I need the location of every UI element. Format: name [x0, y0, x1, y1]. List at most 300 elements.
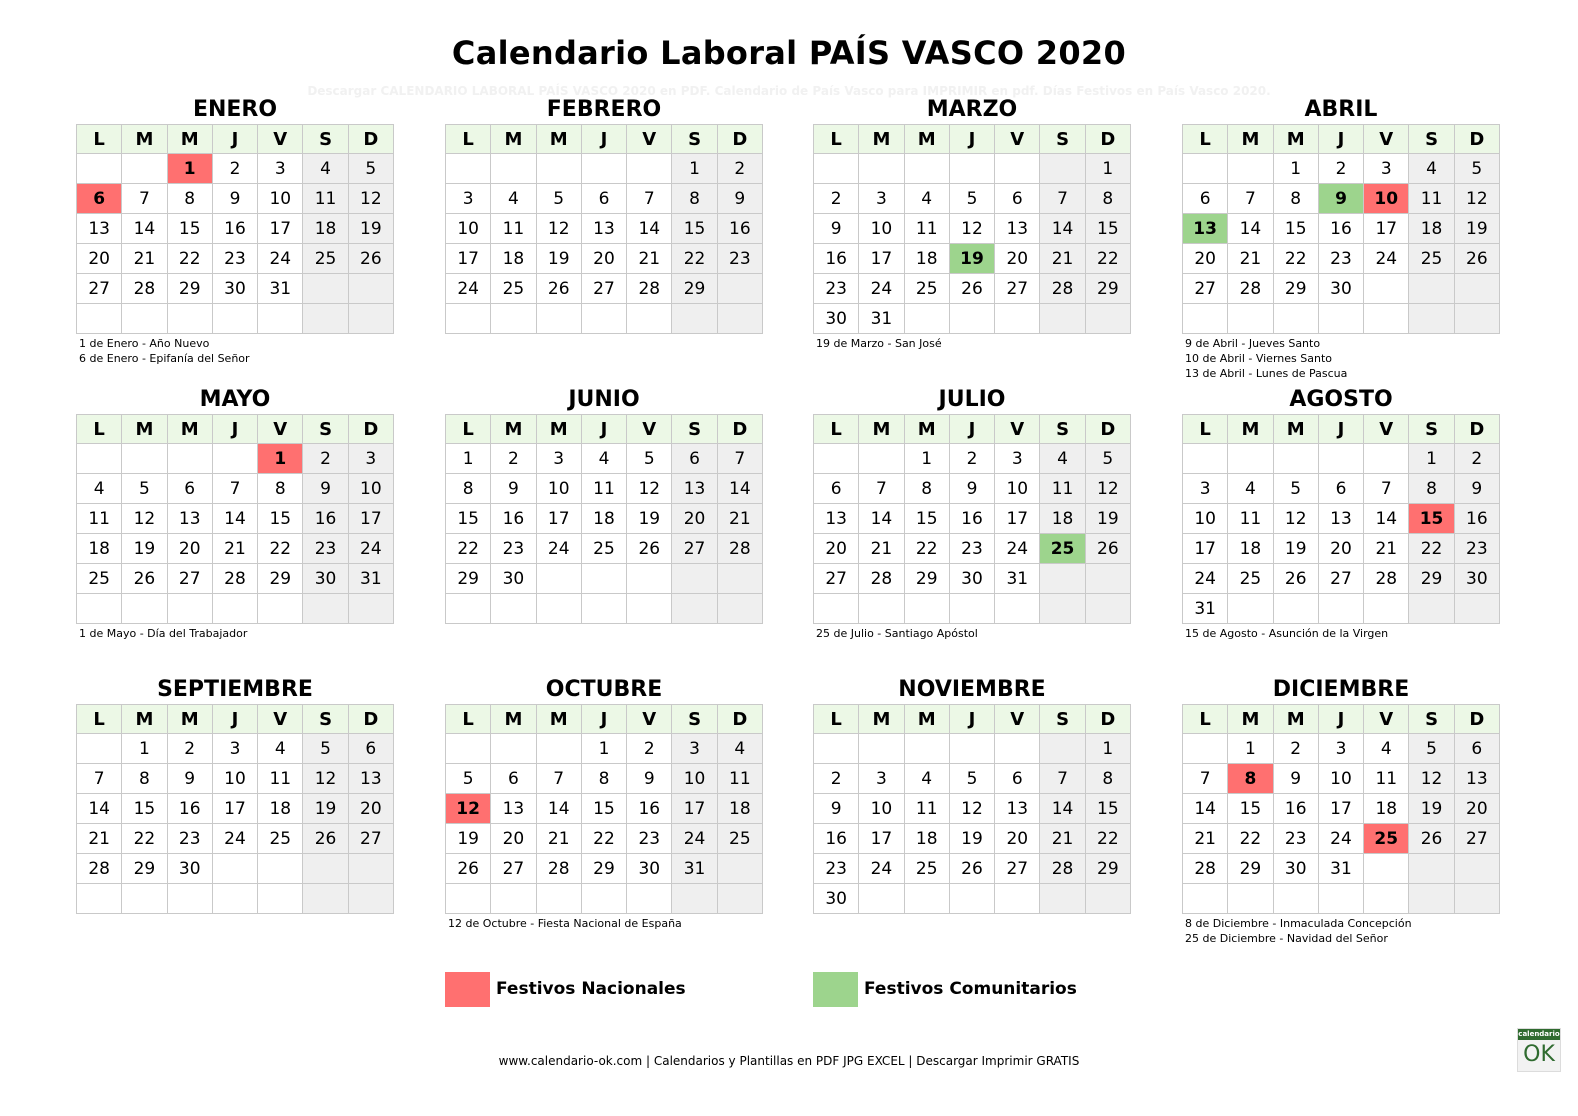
weekday-header: D [1085, 125, 1130, 154]
weekday-header: J [1318, 415, 1363, 444]
day-cell: 1 [581, 734, 626, 764]
empty-cell [1454, 884, 1499, 914]
empty-cell [672, 564, 717, 594]
empty-cell [536, 594, 581, 624]
day-cell: 18 [1228, 534, 1273, 564]
weekday-header: M [122, 125, 167, 154]
day-cell: 9 [167, 764, 212, 794]
day-cell: 17 [1318, 794, 1363, 824]
day-cell: 17 [446, 244, 491, 274]
legend-nacional [445, 972, 686, 1006]
day-cell: 11 [904, 214, 949, 244]
day-cell: 28 [536, 854, 581, 884]
week-row [1183, 734, 1500, 764]
week-row [77, 824, 394, 854]
empty-cell [122, 154, 167, 184]
day-cell: 17 [672, 794, 717, 824]
day-cell: 15 [672, 214, 717, 244]
day-cell: 21 [212, 534, 257, 564]
holiday-note: 6 de Enero - Epifanía del Señor [79, 352, 250, 365]
empty-cell [672, 304, 717, 334]
empty-cell [1040, 154, 1085, 184]
day-cell: 22 [258, 534, 303, 564]
holiday-note: 19 de Marzo - San José [816, 337, 942, 350]
day-cell: 15 [1228, 794, 1273, 824]
weekday-header: L [814, 705, 859, 734]
day-cell: 12 [949, 794, 994, 824]
day-cell: 3 [995, 444, 1040, 474]
day-cell: 18 [258, 794, 303, 824]
empty-cell [491, 154, 536, 184]
day-cell: 7 [1183, 764, 1228, 794]
empty-cell [122, 444, 167, 474]
day-cell: 9 [1454, 474, 1499, 504]
day-cell: 2 [491, 444, 536, 474]
day-cell: 2 [949, 444, 994, 474]
day-cell: 14 [859, 504, 904, 534]
weekday-header: L [446, 415, 491, 444]
day-cell: 9 [1273, 764, 1318, 794]
day-cell: 26 [949, 274, 994, 304]
legend-nacional-swatch [445, 972, 490, 1007]
month-table [445, 704, 763, 914]
empty-cell [212, 594, 257, 624]
empty-cell [814, 594, 859, 624]
day-cell: 23 [1273, 824, 1318, 854]
day-cell: 17 [859, 244, 904, 274]
week-row [446, 854, 763, 884]
logo-ok-text: OK [1523, 1042, 1555, 1067]
day-cell: 2 [1454, 444, 1499, 474]
weekday-header: J [949, 415, 994, 444]
day-cell: 29 [446, 564, 491, 594]
empty-cell [536, 734, 581, 764]
day-cell: 21 [77, 824, 122, 854]
empty-cell [1228, 304, 1273, 334]
empty-cell [122, 304, 167, 334]
day-cell: 14 [1228, 214, 1273, 244]
month-title: ABRIL [1304, 97, 1378, 122]
weekday-header: J [212, 415, 257, 444]
day-cell: 8 [672, 184, 717, 214]
month-title: MARZO [926, 97, 1018, 122]
day-cell: 19 [348, 214, 393, 244]
day-cell: 4 [303, 154, 348, 184]
empty-cell [949, 734, 994, 764]
weekday-header: M [122, 705, 167, 734]
weekday-header: D [1454, 705, 1499, 734]
weekday-header: L [814, 415, 859, 444]
day-cell: 8 [122, 764, 167, 794]
day-cell: 27 [77, 274, 122, 304]
day-cell: 28 [77, 854, 122, 884]
day-cell: 26 [536, 274, 581, 304]
week-row [814, 474, 1131, 504]
holiday-note: 1 de Enero - Año Nuevo [79, 337, 210, 350]
day-cell: 3 [1318, 734, 1363, 764]
weekday-header: S [672, 705, 717, 734]
day-cell: 6 [995, 184, 1040, 214]
day-cell: 23 [212, 244, 257, 274]
weekday-header: V [995, 415, 1040, 444]
day-cell: 15 [122, 794, 167, 824]
day-cell: 12 [122, 504, 167, 534]
weekday-header: D [717, 705, 762, 734]
empty-cell [859, 594, 904, 624]
day-cell: 11 [581, 474, 626, 504]
day-cell: 31 [348, 564, 393, 594]
week-row [1183, 534, 1500, 564]
empty-cell [672, 884, 717, 914]
day-cell: 7 [627, 184, 672, 214]
weekday-header: M [1228, 415, 1273, 444]
day-cell: 9 [1318, 184, 1363, 214]
week-row [814, 444, 1131, 474]
day-cell: 19 [627, 504, 672, 534]
week-row [446, 444, 763, 474]
empty-cell [581, 154, 626, 184]
holiday-note: 9 de Abril - Jueves Santo [1185, 337, 1321, 350]
day-cell: 25 [303, 244, 348, 274]
day-cell: 13 [995, 214, 1040, 244]
empty-cell [1273, 594, 1318, 624]
day-cell: 21 [627, 244, 672, 274]
week-row [1183, 884, 1500, 914]
day-cell: 25 [904, 854, 949, 884]
day-cell: 8 [904, 474, 949, 504]
weekday-header: J [212, 705, 257, 734]
day-cell: 4 [491, 184, 536, 214]
empty-cell [1228, 444, 1273, 474]
empty-cell [859, 884, 904, 914]
day-cell: 22 [1273, 244, 1318, 274]
day-cell: 30 [491, 564, 536, 594]
week-row [1183, 444, 1500, 474]
empty-cell [491, 304, 536, 334]
day-cell: 29 [258, 564, 303, 594]
week-row [1183, 764, 1500, 794]
day-cell: 27 [1454, 824, 1499, 854]
holiday-notes [1182, 336, 1500, 381]
page-title: Calendario Laboral PAÍS VASCO 2020 [451, 34, 1127, 72]
day-cell: 19 [949, 244, 994, 274]
weekday-header: L [1183, 415, 1228, 444]
day-cell: 3 [212, 734, 257, 764]
empty-cell [77, 734, 122, 764]
day-cell: 8 [1085, 764, 1130, 794]
day-cell: 22 [581, 824, 626, 854]
week-row [814, 884, 1131, 914]
month-table [813, 704, 1131, 914]
week-row [1183, 244, 1500, 274]
month-febrero [445, 97, 763, 336]
day-cell: 10 [536, 474, 581, 504]
empty-cell [1273, 884, 1318, 914]
empty-cell [1409, 884, 1454, 914]
day-cell: 8 [258, 474, 303, 504]
empty-cell [1364, 594, 1409, 624]
day-cell: 25 [491, 274, 536, 304]
day-cell: 25 [258, 824, 303, 854]
day-cell: 12 [627, 474, 672, 504]
day-cell: 2 [303, 444, 348, 474]
day-cell: 28 [1040, 274, 1085, 304]
day-cell: 5 [303, 734, 348, 764]
day-cell: 9 [491, 474, 536, 504]
empty-cell [1183, 154, 1228, 184]
empty-cell [672, 594, 717, 624]
empty-cell [536, 154, 581, 184]
month-title: ENERO [192, 97, 278, 122]
empty-cell [1454, 274, 1499, 304]
day-cell: 6 [491, 764, 536, 794]
day-cell: 18 [904, 244, 949, 274]
week-row [1183, 474, 1500, 504]
day-cell: 26 [303, 824, 348, 854]
empty-cell [949, 594, 994, 624]
day-cell: 6 [1454, 734, 1499, 764]
day-cell: 24 [536, 534, 581, 564]
day-cell: 28 [859, 564, 904, 594]
day-cell: 1 [167, 154, 212, 184]
day-cell: 12 [1454, 184, 1499, 214]
empty-cell [904, 304, 949, 334]
legend-comunitario-swatch [813, 972, 858, 1007]
holiday-note: 8 de Diciembre - Inmaculada Concepción [1185, 917, 1412, 930]
weekday-header: J [581, 705, 626, 734]
day-cell: 6 [672, 444, 717, 474]
day-cell: 12 [1085, 474, 1130, 504]
day-cell: 30 [627, 854, 672, 884]
weekday-header: D [1454, 415, 1499, 444]
weekday-header: M [491, 705, 536, 734]
day-cell: 4 [904, 184, 949, 214]
empty-cell [581, 884, 626, 914]
day-cell: 16 [1318, 214, 1363, 244]
empty-cell [1040, 734, 1085, 764]
day-cell: 10 [258, 184, 303, 214]
empty-cell [348, 884, 393, 914]
empty-cell [1318, 444, 1363, 474]
weekday-header: L [77, 125, 122, 154]
day-cell: 15 [1273, 214, 1318, 244]
day-cell: 2 [1318, 154, 1363, 184]
week-row [446, 734, 763, 764]
day-cell: 23 [717, 244, 762, 274]
empty-cell [1183, 304, 1228, 334]
day-cell: 25 [1409, 244, 1454, 274]
day-cell: 24 [859, 854, 904, 884]
day-cell: 30 [303, 564, 348, 594]
day-cell: 21 [717, 504, 762, 534]
day-cell: 9 [814, 214, 859, 244]
day-cell: 10 [1364, 184, 1409, 214]
week-row [1183, 594, 1500, 624]
month-agosto [1182, 387, 1500, 641]
day-cell: 20 [1454, 794, 1499, 824]
week-row [77, 274, 394, 304]
day-cell: 28 [1040, 854, 1085, 884]
week-row [1183, 184, 1500, 214]
day-cell: 29 [1085, 854, 1130, 884]
day-cell: 15 [1085, 214, 1130, 244]
week-row [446, 824, 763, 854]
day-cell: 12 [536, 214, 581, 244]
day-cell: 5 [949, 764, 994, 794]
empty-cell [717, 304, 762, 334]
day-cell: 31 [1183, 594, 1228, 624]
day-cell: 5 [536, 184, 581, 214]
week-row [814, 534, 1131, 564]
day-cell: 11 [904, 794, 949, 824]
month-table [76, 124, 394, 334]
day-cell: 15 [446, 504, 491, 534]
day-cell: 10 [859, 794, 904, 824]
day-cell: 6 [1318, 474, 1363, 504]
weekday-header: V [995, 125, 1040, 154]
day-cell: 11 [1364, 764, 1409, 794]
day-cell: 24 [1183, 564, 1228, 594]
month-title: OCTUBRE [545, 677, 663, 702]
day-cell: 23 [814, 854, 859, 884]
day-cell: 9 [814, 794, 859, 824]
week-row [446, 504, 763, 534]
day-cell: 23 [303, 534, 348, 564]
day-cell: 4 [1040, 444, 1085, 474]
day-cell: 12 [1409, 764, 1454, 794]
empty-cell [1318, 884, 1363, 914]
day-cell: 7 [859, 474, 904, 504]
empty-cell [1454, 594, 1499, 624]
weekday-header: V [1364, 125, 1409, 154]
day-cell: 9 [717, 184, 762, 214]
week-row [446, 214, 763, 244]
month-table [1182, 704, 1500, 914]
empty-cell [446, 884, 491, 914]
day-cell: 17 [212, 794, 257, 824]
empty-cell [212, 444, 257, 474]
calendario-ok-logo[interactable] [1517, 1028, 1561, 1072]
day-cell: 30 [814, 304, 859, 334]
day-cell: 5 [627, 444, 672, 474]
day-cell: 29 [1273, 274, 1318, 304]
empty-cell [814, 734, 859, 764]
day-cell: 25 [1364, 824, 1409, 854]
day-cell: 29 [672, 274, 717, 304]
day-cell: 6 [167, 474, 212, 504]
empty-cell [995, 884, 1040, 914]
day-cell: 15 [167, 214, 212, 244]
day-cell: 2 [627, 734, 672, 764]
weekday-header: L [1183, 705, 1228, 734]
day-cell: 2 [814, 184, 859, 214]
legend-comunitario-label: Festivos Comunitarios [864, 979, 1077, 999]
week-row [77, 244, 394, 274]
day-cell: 4 [258, 734, 303, 764]
empty-cell [627, 594, 672, 624]
week-row [77, 794, 394, 824]
empty-cell [77, 304, 122, 334]
day-cell: 9 [303, 474, 348, 504]
day-cell: 13 [1454, 764, 1499, 794]
day-cell: 18 [77, 534, 122, 564]
day-cell: 7 [1040, 184, 1085, 214]
day-cell: 23 [1318, 244, 1363, 274]
weekday-header: M [904, 125, 949, 154]
day-cell: 4 [717, 734, 762, 764]
day-cell: 27 [167, 564, 212, 594]
day-cell: 2 [814, 764, 859, 794]
weekday-header: S [303, 125, 348, 154]
empty-cell [536, 884, 581, 914]
day-cell: 21 [122, 244, 167, 274]
day-cell: 29 [581, 854, 626, 884]
day-cell: 20 [77, 244, 122, 274]
weekday-header: L [446, 705, 491, 734]
month-table [76, 704, 394, 914]
week-row [1183, 274, 1500, 304]
holiday-note: 13 de Abril - Lunes de Pascua [1185, 367, 1348, 380]
day-cell: 11 [1409, 184, 1454, 214]
month-mayo [76, 387, 394, 641]
day-cell: 30 [167, 854, 212, 884]
week-row [446, 184, 763, 214]
footer-text[interactable]: www.calendario-ok.com | Calendarios y Plantillas en PDF JPG EXCEL | Descargar Imprimir GRATIS [498, 1054, 1080, 1068]
empty-cell [1318, 594, 1363, 624]
empty-cell [581, 304, 626, 334]
empty-cell [77, 884, 122, 914]
week-row [446, 274, 763, 304]
day-cell: 13 [348, 764, 393, 794]
day-cell: 26 [446, 854, 491, 884]
day-cell: 10 [1183, 504, 1228, 534]
week-row [446, 304, 763, 334]
empty-cell [904, 154, 949, 184]
day-cell: 4 [581, 444, 626, 474]
day-cell: 20 [1183, 244, 1228, 274]
empty-cell [348, 594, 393, 624]
day-cell: 20 [491, 824, 536, 854]
week-row [814, 504, 1131, 534]
month-title: MAYO [199, 387, 271, 412]
weekday-header: V [1364, 705, 1409, 734]
day-cell: 11 [1040, 474, 1085, 504]
day-cell: 23 [1454, 534, 1499, 564]
day-cell: 19 [949, 824, 994, 854]
day-cell: 19 [446, 824, 491, 854]
day-cell: 27 [814, 564, 859, 594]
day-cell: 21 [1228, 244, 1273, 274]
day-cell: 14 [77, 794, 122, 824]
day-cell: 15 [258, 504, 303, 534]
empty-cell [1273, 304, 1318, 334]
day-cell: 26 [1409, 824, 1454, 854]
weekday-header: D [348, 125, 393, 154]
day-cell: 6 [814, 474, 859, 504]
day-cell: 1 [122, 734, 167, 764]
week-row [1183, 214, 1500, 244]
day-cell: 7 [77, 764, 122, 794]
day-cell: 13 [995, 794, 1040, 824]
empty-cell [717, 274, 762, 304]
day-cell: 13 [581, 214, 626, 244]
day-cell: 29 [122, 854, 167, 884]
week-row [77, 214, 394, 244]
weekday-header: D [717, 125, 762, 154]
empty-cell [491, 884, 536, 914]
month-table [445, 414, 763, 624]
day-cell: 5 [949, 184, 994, 214]
